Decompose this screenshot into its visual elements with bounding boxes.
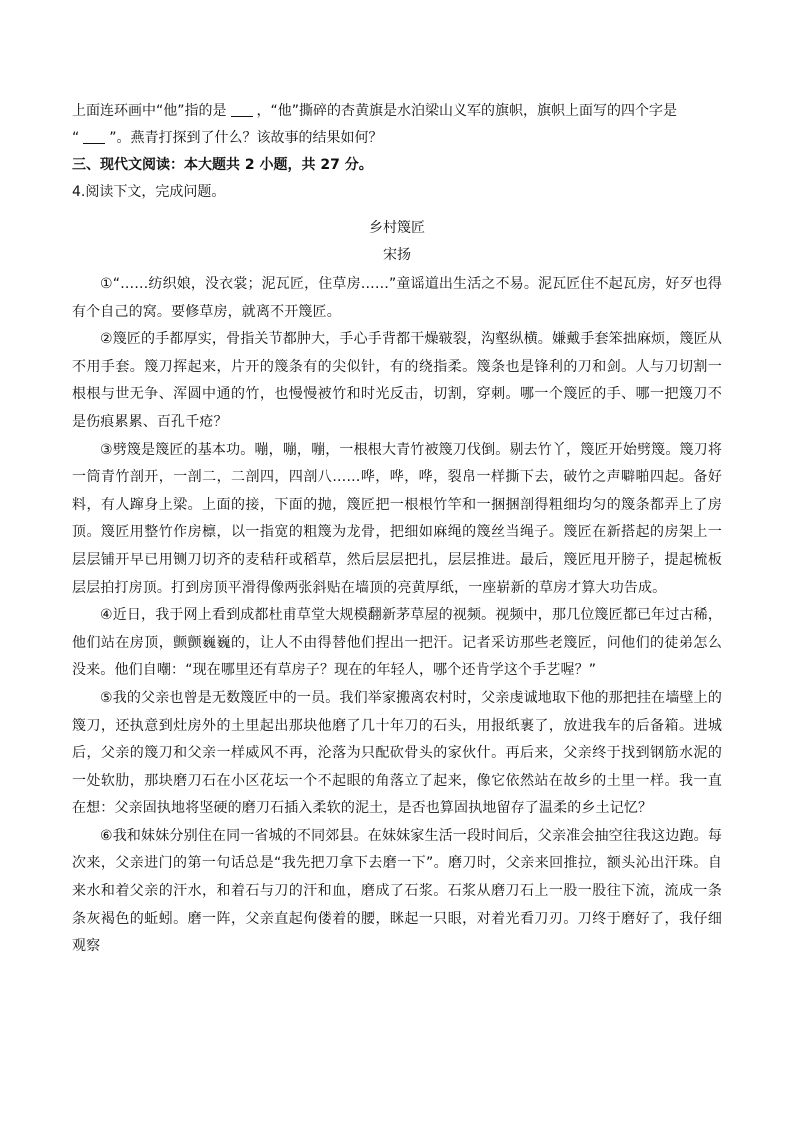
intro-text-1a: 上面连环画中“他”指的是 (72, 103, 227, 119)
document-page (72, 100, 722, 961)
answer-blank-1[interactable] (231, 102, 253, 117)
section-header: 三、现代文阅读：本大题共 2 小题，共 27 分。 (72, 157, 373, 173)
paragraph-6: ⑥我和妹妹分别住在同一省城的不同郊县。在妹妹家生活一段时间后，父亲准会抽空往我这边跑。每次来，父亲进门的第一句话总是“我先把刀拿下去磨一下”。磨刀时，父亲来回推拉，额头沁出汗珠。自来水和着父亲的汗水，和着石与刀的汗和血，磨成了石浆。石浆从磨刀石上一股一股往下流，流成一条条灰褐色的蚯蚓。磨一阵，父亲直起佝偻着的腰，眯起一只眼，对着光看刀刃。刀终于磨好了，我仔细观察 (72, 827, 722, 955)
intro-text-2a: “ (72, 130, 80, 146)
paragraph-2: ②篾匠的手都厚实，骨指关节都肿大，手心手背都干燥皲裂，沟壑纵横。嫌戴手套笨拙麻烦，篾匠从不用手套。篾刀挥起来，片开的篾条有的尖似针，有的绕指柔。篾条也是锋利的刀和剑。人与刀切割一根根与世无争、浑圆中通的竹，也慢慢被竹和时光反击，切割，穿刺。哪一个篾匠的手、哪一把篾刀不是伤痕累累、百孔千疮？ (72, 331, 722, 430)
article-author: 宋扬 (383, 247, 411, 263)
answer-blank-2[interactable] (83, 129, 105, 144)
paragraph-1: ①“……纺织娘，没衣裳；泥瓦匠，住草房……”童谣道出生活之不易。泥瓦匠住不起瓦房，好歹也得有个自己的窝。要修草房，就离不开篾匠。 (72, 276, 722, 320)
intro-text-2b: ”。燕青打探到了什么？该故事的结果如何？ (109, 130, 383, 146)
intro-line-2 (72, 127, 722, 154)
intro-text-1b: ，“他”撕碎的杏黄旗是水泊梁山义军的旗帜，旗帜上面写的四个字是 (256, 103, 678, 119)
article-title: 乡村篾匠 (369, 220, 425, 236)
question-label: 4.阅读下文，完成问题。 (72, 184, 226, 200)
intro-line-1 (72, 100, 722, 127)
article-body (72, 271, 722, 961)
paragraph-4: ④近日，我于网上看到成都杜甫草堂大规模翻新茅草屋的视频。视频中，那几位篾匠都已年过古稀，他们站在房顶，颤颤巍巍的，让人不由得替他们捏出一把汗。记者采访那些老篾匠，问他们的徒弟怎么没来。他们自嘲：“现在哪里还有草房子？现在的年轻人，哪个还肯学这个手艺喔？” (72, 607, 722, 679)
paragraph-5: ⑤我的父亲也曾是无数篾匠中的一员。我们举家搬离农村时，父亲虔诚地取下他的那把挂在墙壁上的篾刀，还执意到灶房外的土里起出那块他磨了几十年刀的石头，用报纸裹了，放进我车的后备箱。进城后，父亲的篾刀和父亲一样威风不再，沦落为只配砍骨头的家伙什。再后来，父亲终于找到钢筋水泥的一处软肋，那块磨刀石在小区花坛一个不起眼的角落立了起来，像它依然站在故乡的土里一样。我一直在想：父亲固执地将坚硬的磨刀石插入柔软的泥土，是否也算固执地留存了温柔的乡土记忆？ (72, 689, 722, 817)
paragraph-3: ③劈篾是篾匠的基本功。嘣，嘣，嘣，一根根大青竹被篾刀伐倒。剔去竹丫，篾匠开始劈篾。篾刀将一筒青竹剖开，一剖二，二剖四，四剖八……哗，哗，哗，裂帛一样撕下去，破竹之声噼啪四起。备好料，有人蹿身上梁。上面的接，下面的抛，篾匠把一根根竹竿和一捆捆剖得粗细均匀的篾条都弄上了房顶。篾匠用整竹作房檩，以一指宽的粗篾为龙骨，把细如麻绳的篾丝当绳子。篾匠在新搭起的房架上一层层铺开早已用铡刀切齐的麦秸秆或稻草，然后层层把扎，层层推进。最后，篾匠甩开膀子，提起梳板层层拍打房顶。打到房顶平滑得像两张斜贴在墙顶的亮黄厚纸，一座崭新的草房才算大功告成。 (72, 441, 722, 596)
